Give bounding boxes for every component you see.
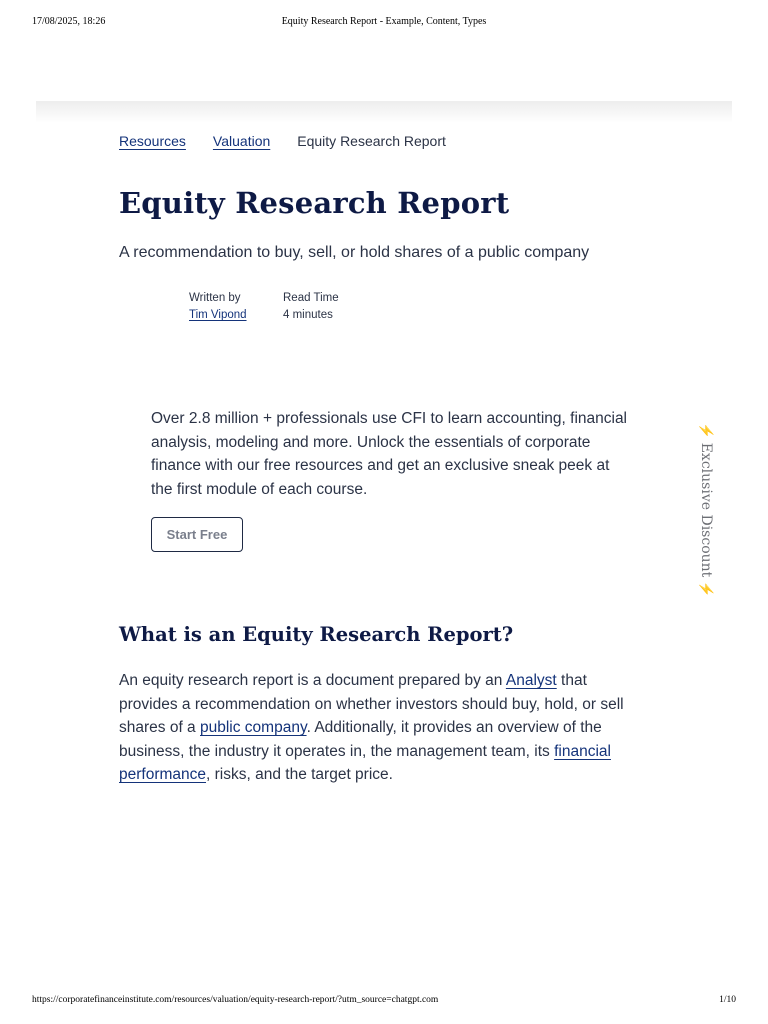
- author-link[interactable]: Tim Vipond: [189, 309, 247, 321]
- breadcrumb: [119, 133, 446, 149]
- print-header: [32, 16, 736, 30]
- header-shadow: [36, 101, 732, 123]
- print-url: https://corporatefinanceinstitute.com/resources/valuation/equity-research-report/?utm_source=chatgpt.com: [32, 995, 439, 1005]
- print-document-title: Equity Research Report - Example, Content, Types: [281, 16, 487, 27]
- analyst-link[interactable]: Analyst: [505, 672, 557, 689]
- print-date: 17/08/2025, 18:26: [32, 16, 106, 27]
- breadcrumb-link-valuation[interactable]: Valuation: [212, 133, 271, 149]
- financial-performance-link[interactable]: financial performance: [119, 742, 611, 784]
- read-time-label: Read Time: [283, 292, 339, 304]
- page-subtitle: A recommendation to buy, sell, or hold shares of a public company: [119, 244, 590, 261]
- section-heading: What is an Equity Research Report?: [119, 623, 514, 646]
- breadcrumb-current: Equity Research Report: [297, 133, 446, 149]
- page-title: Equity Research Report: [119, 186, 510, 220]
- author-block: [189, 290, 247, 324]
- start-free-button[interactable]: Start Free: [151, 517, 243, 552]
- body-text-4: , risks, and the target price.: [206, 766, 393, 784]
- section-body: [119, 669, 649, 787]
- lightning-icon: ⚡: [698, 422, 714, 439]
- read-time-block: [283, 290, 339, 324]
- print-footer: [32, 995, 736, 1009]
- read-time-value: 4 minutes: [283, 309, 333, 321]
- print-page-number: 1/10: [719, 995, 736, 1005]
- public-company-link[interactable]: public company: [200, 719, 307, 737]
- body-text-1: An equity research report is a document prepared by an: [119, 672, 506, 689]
- body-text-2: that provides a recommendation on whether investors should buy, hold, or sell shares of a: [119, 672, 624, 737]
- promo-text: Over 2.8 million + professionals use CFI to learn accounting, financial analysis, modeling and more. Unlock the essentials of corporate finance with our free resources and get an exclusive sneak peek at the first module of each course.: [151, 410, 628, 498]
- exclusive-discount-tab-content: [698, 423, 714, 598]
- exclusive-discount-tab[interactable]: [694, 422, 718, 598]
- written-by-label: Written by: [189, 292, 241, 304]
- lightning-icon: ⚡: [698, 581, 714, 598]
- body-text-3: . Additionally, it provides an overview of the business, the industry it operates in, the management team, its: [119, 719, 602, 760]
- exclusive-discount-label: Exclusive Discount: [698, 442, 714, 578]
- breadcrumb-link-resources[interactable]: Resources: [119, 133, 186, 149]
